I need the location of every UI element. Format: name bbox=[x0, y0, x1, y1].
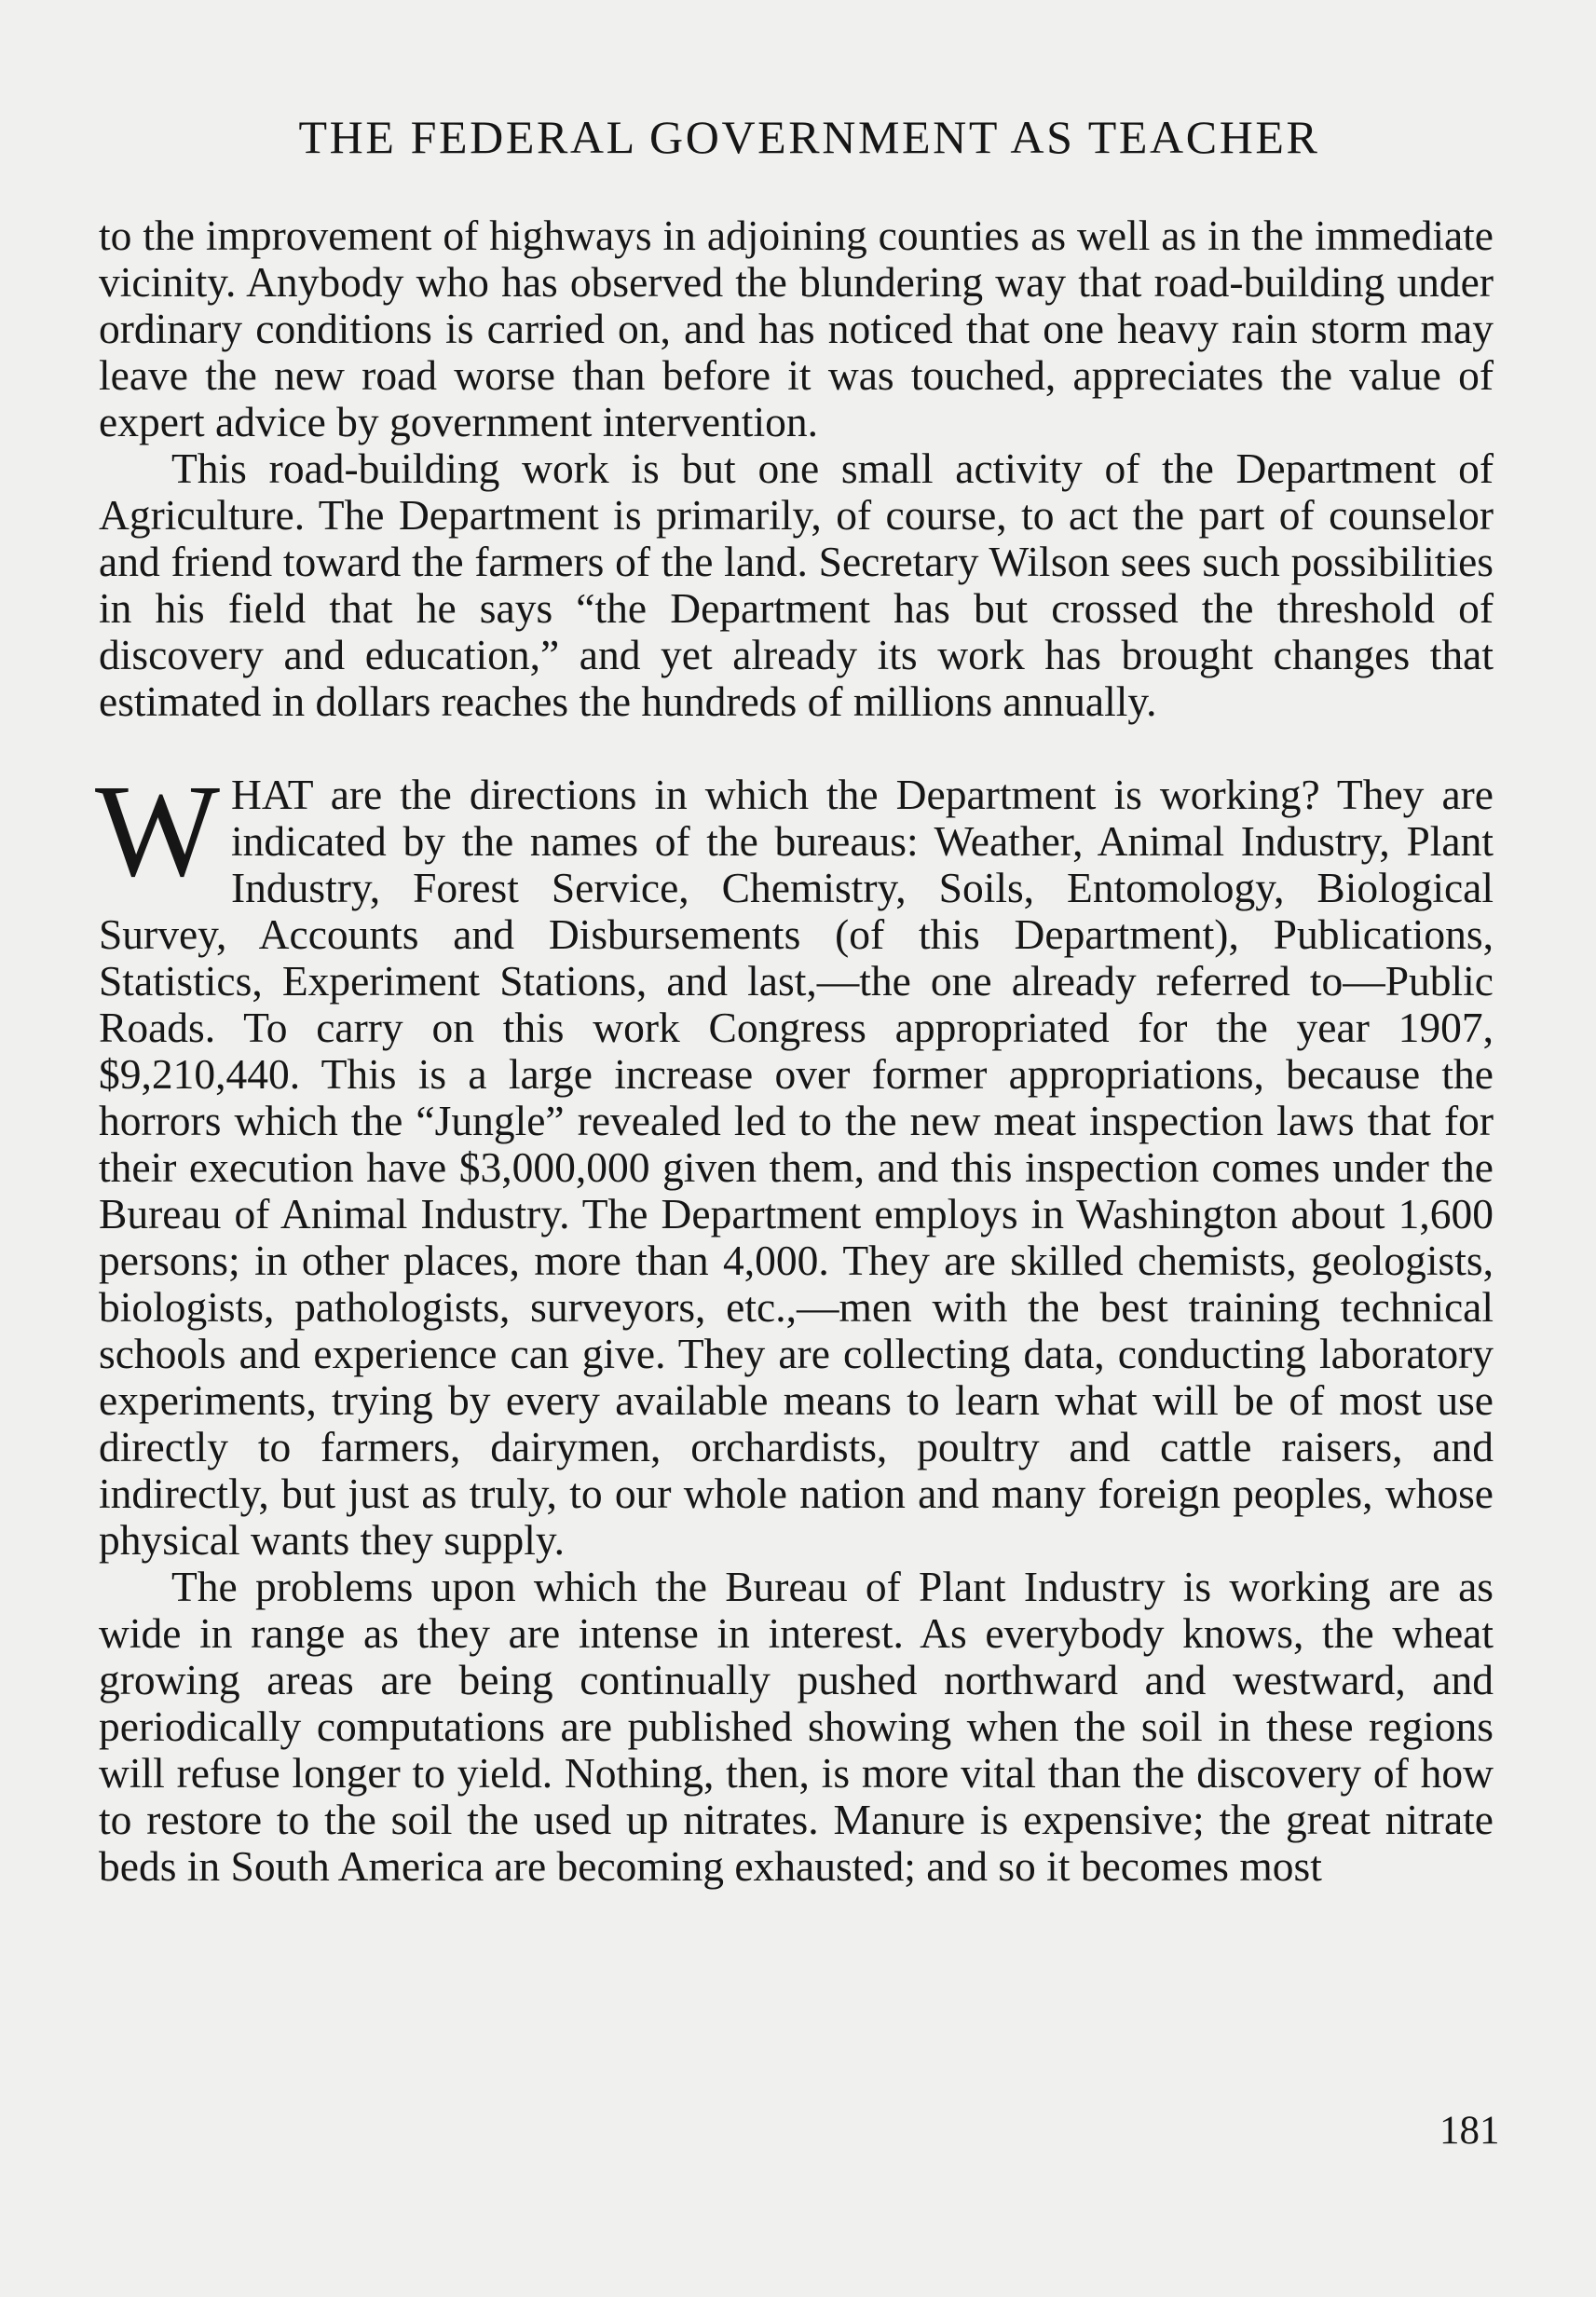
paragraph-plant-industry: The problems upon which the Bureau of Plant Industry is working are as wide in range as they are intense in interest. As everybody knows, the wheat growing areas are being continually pushed northward and westward, and periodically computations are published showing when the soil in these regions will refuse longer to yield. Nothing, then, is more vital than the discovery of how to restore to the soil the used up nitrates. Manure is expensive; the great nitrate beds in South America are becoming exhausted; and so it becomes most bbox=[99, 1563, 1494, 1890]
body-text bbox=[95, 212, 1494, 1890]
running-head: THE FEDERAL GOVERNMENT AS TEACHER bbox=[298, 111, 1320, 163]
paragraph-bureaus-text: HAT are the directions in which the Department is working? They are indicated by the names of the bureaus: Weather, Animal Industry, Plant Industry, Forest Service, Chemistry, Soils, Entomology, Biological Survey, Accounts and Disbursements (of this Department), Publications, Statistics, Experiment Stations, and last,—the one already referred to—Public Roads. To carry on this work Congress appropriated for the year 1907, $9,210,440. This is a large increase over former appropriations, because the horrors which the “Jungle” revealed led to the new meat inspection laws that for their execution have $3,000,000 given them, and this inspection comes under the Bureau of Animal Industry. The Department employs in Washington about 1,600 persons; in other places, more than 4,000. They are skilled chemists, geologists, biologists, pathologists, surveyors, etc.,—men with the best training technical schools and experience can give. They are collecting data, conducting laboratory experiments, trying by every available means to learn what will be of most use directly to farmers, dairymen, orchardists, poultry and cattle raisers, and indirectly, but just as truly, to our whole nation and many foreign peoples, whose physical wants they supply. bbox=[99, 771, 1494, 1564]
section-break bbox=[99, 725, 1494, 772]
paragraph-continuation: to the improvement of highways in adjoining counties as well as in the immediate vicinity. Anybody who has observed the blundering way that road-building under ordinary conditions is carried on, and has noticed that one heavy rain storm may leave the new road worse than before it was touched, appreciates the value of expert advice by government intervention. bbox=[99, 212, 1494, 445]
paragraph-bureaus bbox=[95, 757, 1494, 1564]
paragraph-department-of-agriculture: This road-building work is but one small activity of the Department of Agriculture. The Department is primarily, of course, to act the part of counselor and friend toward the farmers of the land. Secretary Wilson sees such possibilities in his field that he says “the Department has but crossed the threshold of discovery and education,” and yet already its work has brought changes that estimated in dollars reaches the hundreds of millions annually. bbox=[99, 444, 1494, 725]
page-number: 181 bbox=[1439, 2109, 1500, 2153]
drop-cap: W bbox=[95, 757, 221, 904]
